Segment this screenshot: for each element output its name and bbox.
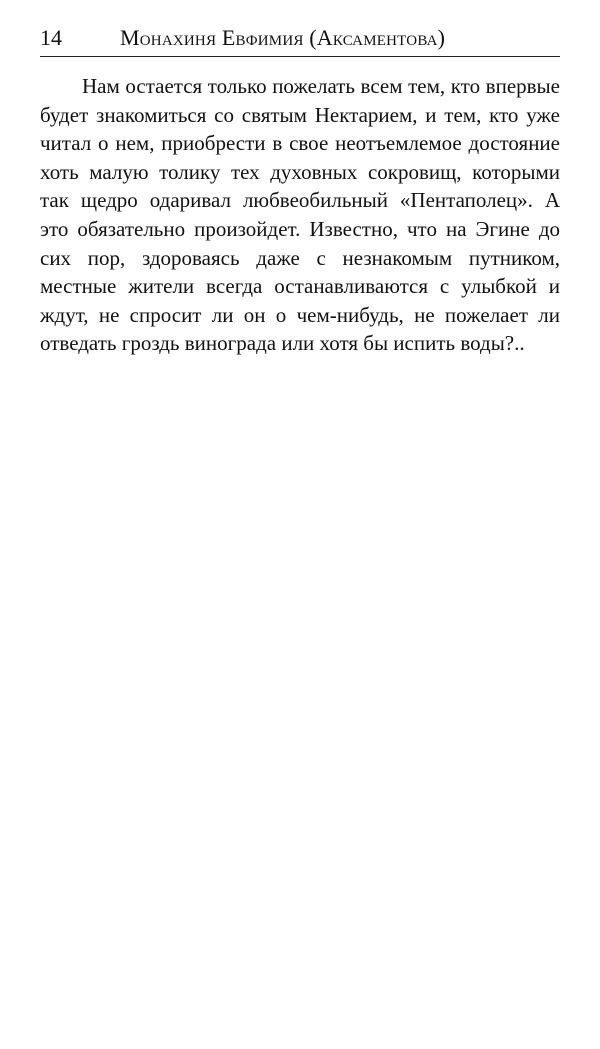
running-head [40, 22, 560, 57]
body-paragraph: Нам остается только пожелать всем тем, кто впервые будет знакомиться со святым Нектарием, и тем, кто уже читал о нем, приобрести в свое неотъемлемое достояние хоть малую толику тех духовных сокровищ, которыми так щедро одаривал любвеобильный «Пентаполец». А это обязательно произойдет. Известно, что на Эгине до сих пор, здороваясь даже с незнакомым путником, местные жители всегда останавливаются с улыбкой и ждут, не спросит ли он о чем-нибудь, не пожелает ли отведать гроздь винограда или хотя бы испить воды?.. [40, 74, 560, 356]
page-number: 14 [40, 25, 62, 50]
running-title: Монахиня Евфимия (Аксаментова) [120, 25, 446, 50]
